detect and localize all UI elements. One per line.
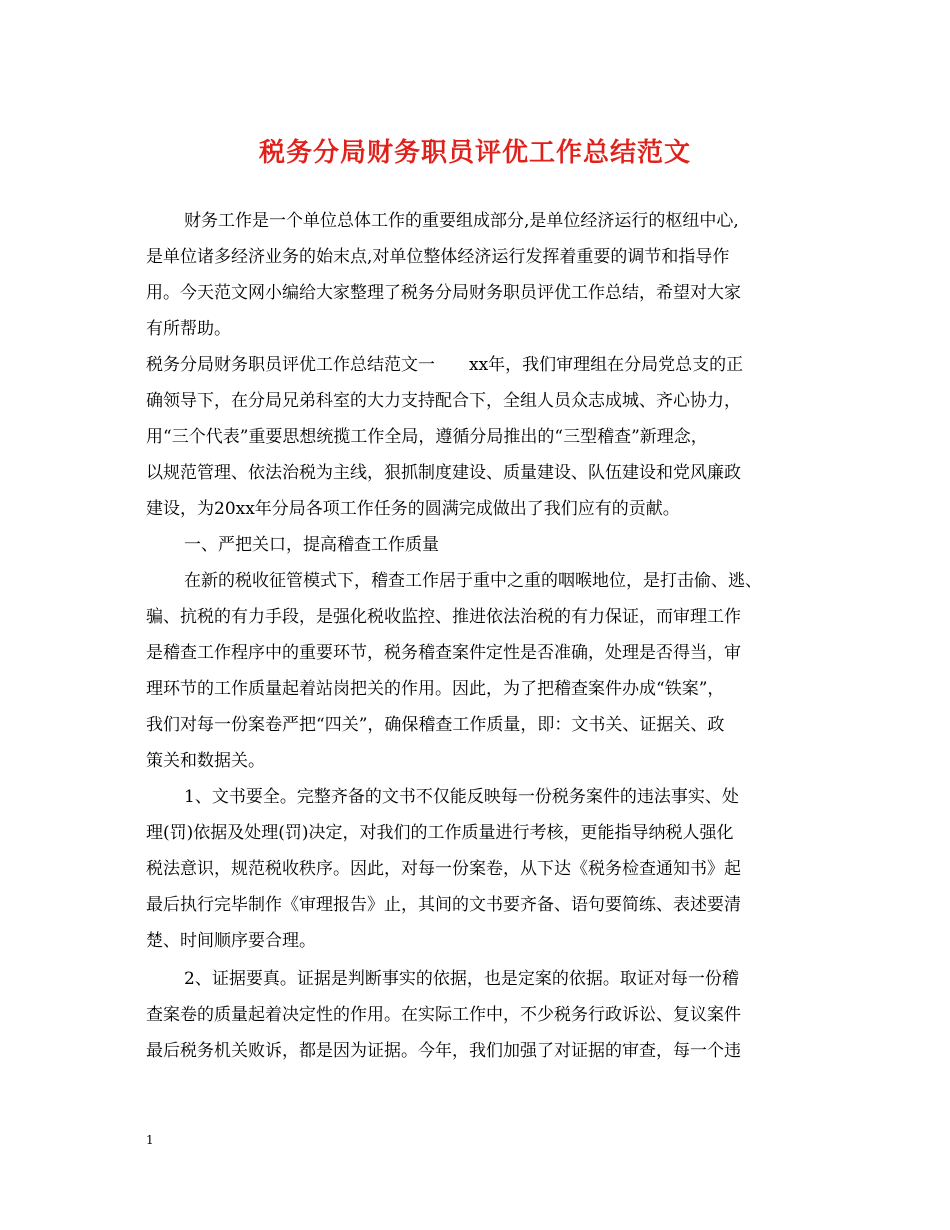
paragraph-line: 是稽查工作程序中的重要环节，税务稽查案件定性是否准确，处理是否得当，审 — [146, 643, 741, 663]
paragraph-line: 用“三个代表”重要思想统揽工作全局，遵循分局推出的“三型稽查”新理念， — [146, 427, 708, 447]
paragraph-line: 一、严把关口，提高稽查工作质量 — [184, 535, 439, 555]
paragraph-line: 建设，为20xx年分局各项工作任务的圆满完成做出了我们应有的贡献。 — [146, 499, 680, 519]
paragraph-line: 最后税务机关败诉，都是因为证据。今年，我们加强了对证据的审查，每一个违 — [146, 1041, 741, 1061]
document-title: 税务分局财务职员评优工作总结范文 — [258, 138, 691, 168]
paragraph-line: 确领导下，在分局兄弟科室的大力支持配合下，全组人员众志成城、齐心协力， — [146, 391, 741, 411]
paragraph-line: 我们对每一份案卷严把“四关”，确保稽查工作质量，即：文书关、证据关、政 — [146, 715, 725, 735]
paragraph-line: 骗、抗税的有力手段，是强化税收监控、推进依法治税的有力保证，而审理工作 — [146, 607, 741, 627]
page-number: 1 — [146, 1133, 154, 1147]
paragraph-line: 楚、时间顺序要合理。 — [146, 931, 316, 951]
paragraph-line: 财务工作是一个单位总体工作的重要组成部分,是单位经济运行的枢纽中心, — [184, 211, 739, 231]
paragraph-line: 用。今天范文网小编给大家整理了税务分局财务职员评优工作总结，希望对大家 — [146, 283, 741, 303]
paragraph-line: 最后执行完毕制作《审理报告》止，其间的文书要齐备、语句要简练、表述要清 — [146, 895, 741, 915]
paragraph-line: 理环节的工作质量起着站岗把关的作用。因此，为了把稽查案件办成“铁案”， — [146, 679, 725, 699]
paragraph-line: 理(罚)依据及处理(罚)决定，对我们的工作质量进行考核，更能指导纳税人强化 — [146, 823, 734, 843]
paragraph-line: 税务分局财务职员评优工作总结范文一 xx年，我们审理组在分局党总支的正 — [146, 355, 744, 375]
paragraph-line: 以规范管理、依法治税为主线，狠抓制度建设、质量建设、队伍建设和党风廉政 — [146, 463, 741, 483]
paragraph-line: 在新的税收征管模式下，稽查工作居于重中之重的咽喉地位，是打击偷、逃、 — [184, 571, 762, 591]
paragraph-line: 税法意识，规范税收秩序。因此，对每一份案卷，从下达《税务检查通知书》起 — [146, 859, 741, 879]
paragraph-line: 策关和数据关。 — [146, 751, 265, 771]
paragraph-line: 2、证据要真。证据是判断事实的依据，也是定案的依据。取证对每一份稽 — [184, 969, 739, 989]
paragraph-line: 是单位诸多经济业务的始末点,对单位整体经济运行发挥着重要的调节和指导作 — [146, 247, 730, 267]
paragraph-line: 1、文书要全。完整齐备的文书不仅能反映每一份税务案件的违法事实、处 — [184, 787, 739, 807]
paragraph-line: 有所帮助。 — [146, 319, 231, 339]
paragraph-line: 查案卷的质量起着决定性的作用。在实际工作中，不少税务行政诉讼、复议案件 — [146, 1005, 741, 1025]
